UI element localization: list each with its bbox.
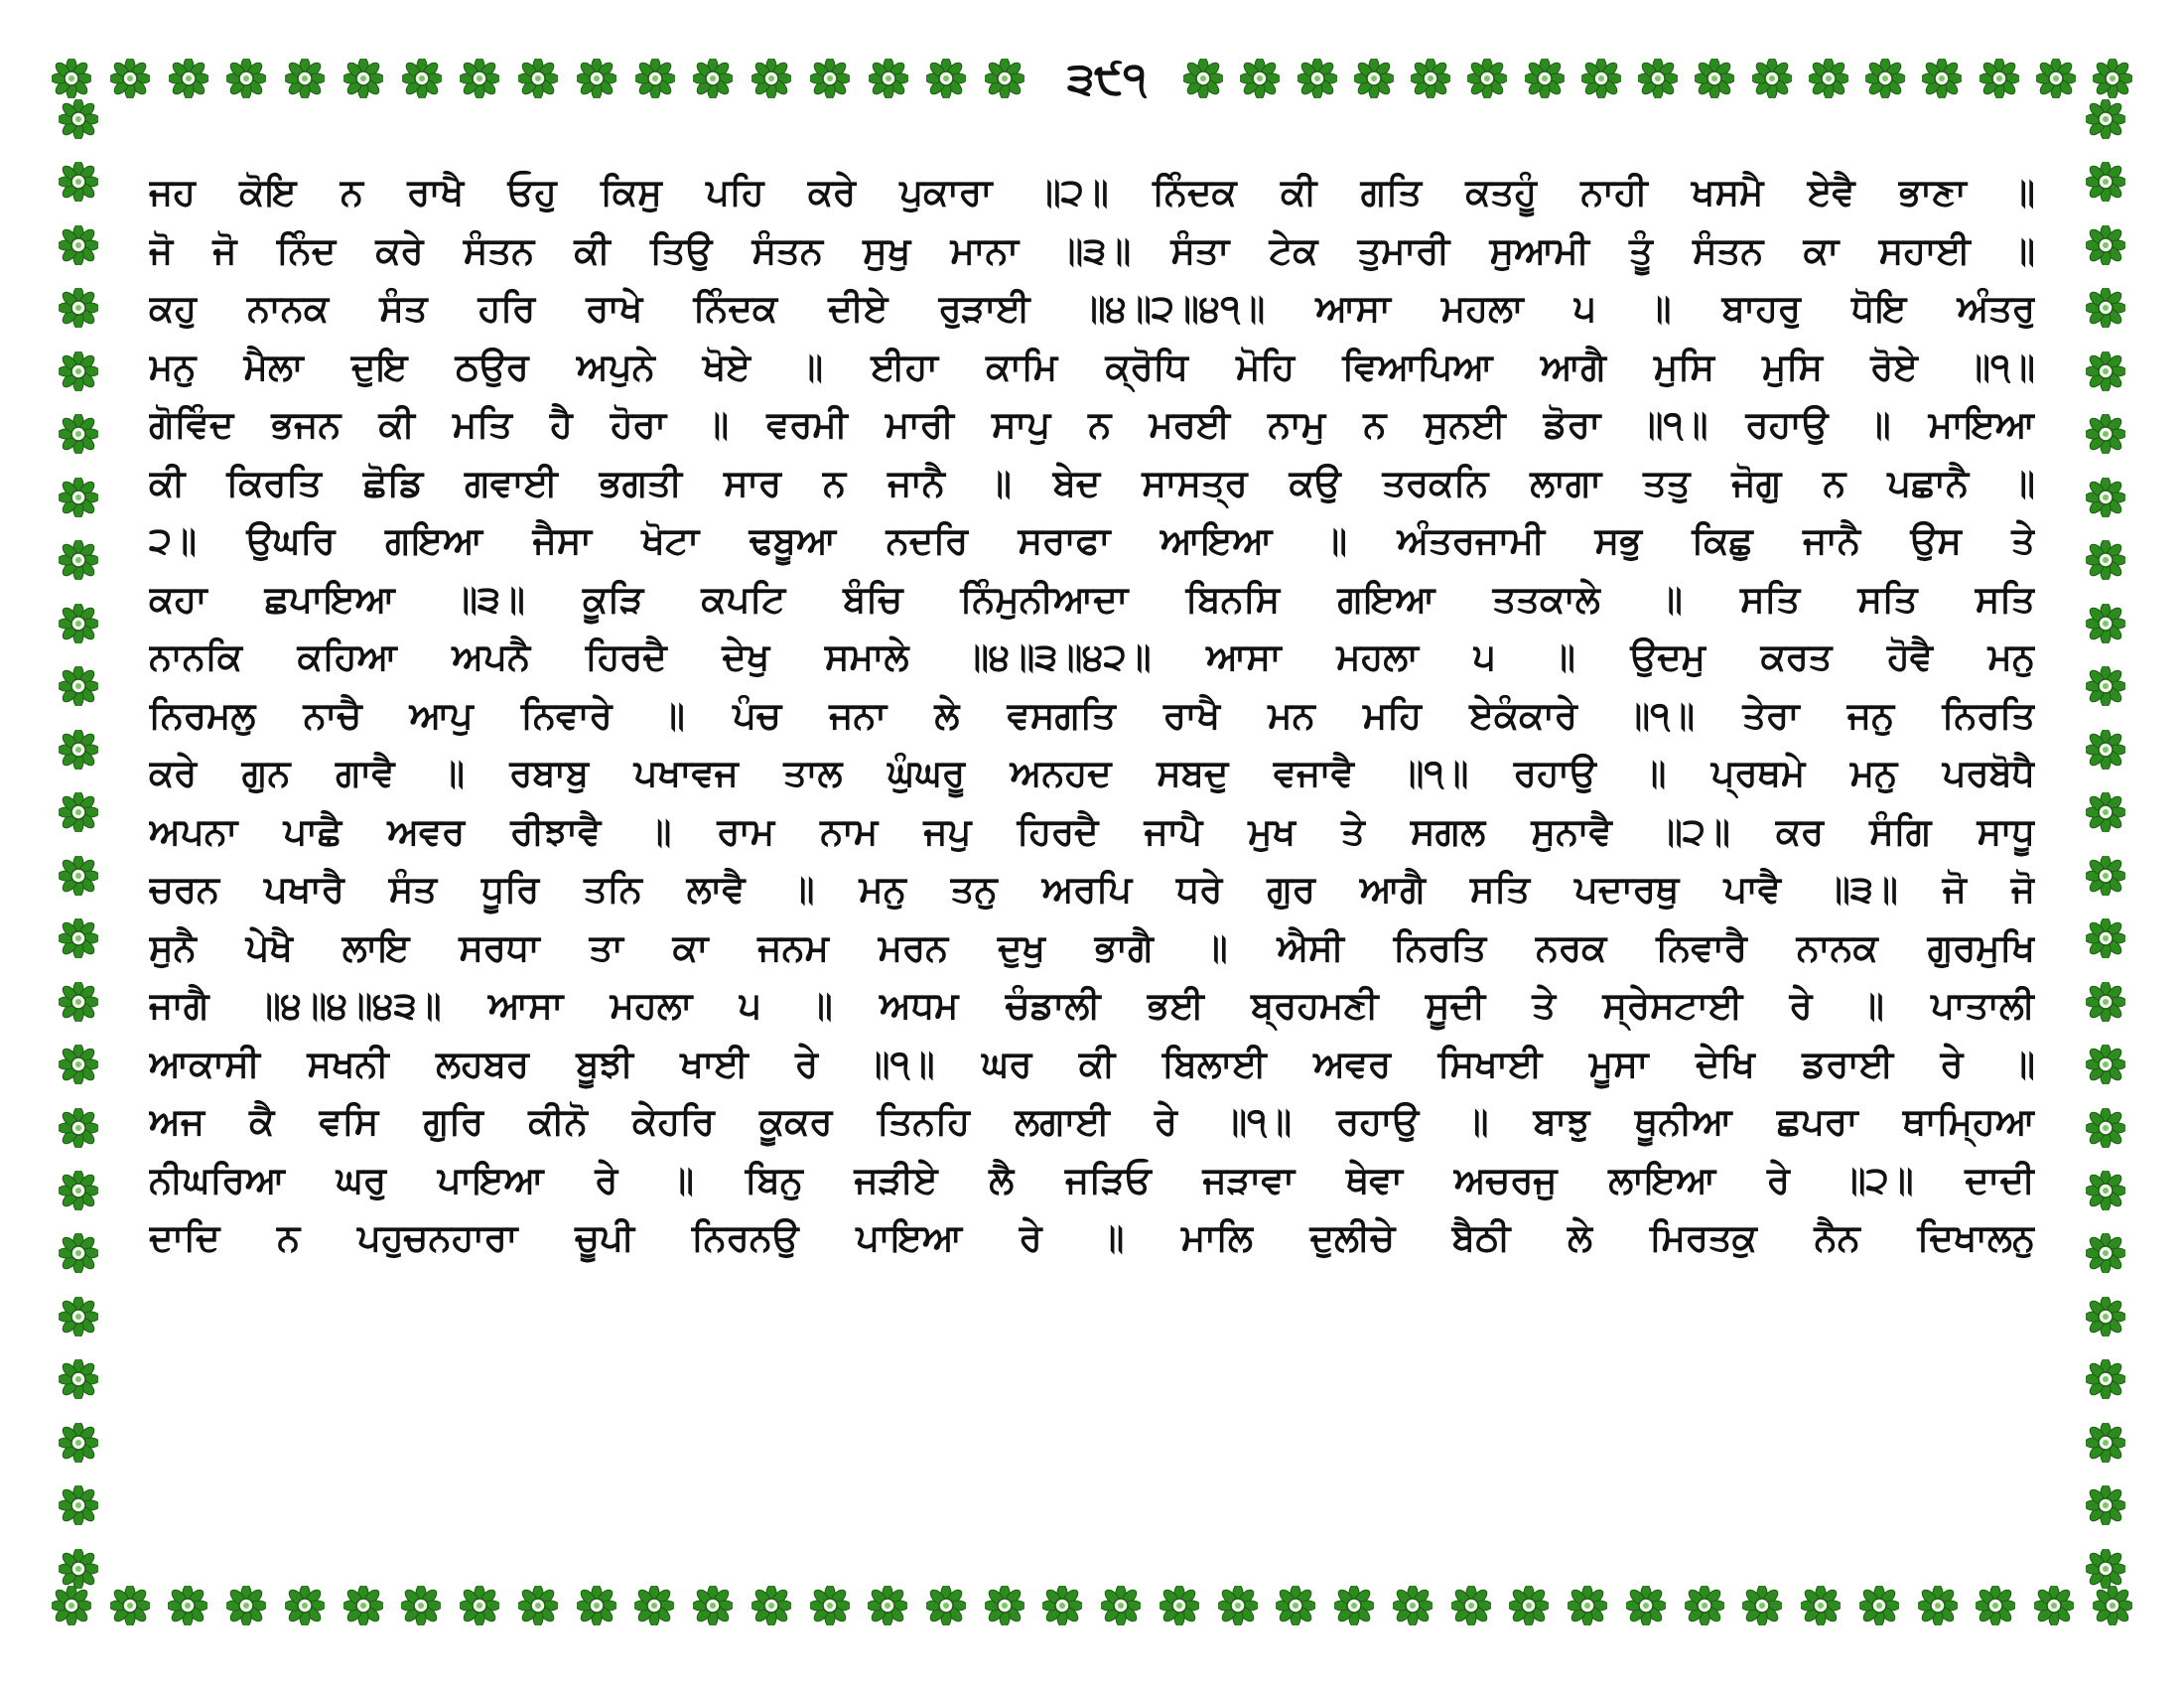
flower-ornament-icon — [2086, 918, 2125, 958]
flower-ornament-icon — [343, 1586, 383, 1625]
flower-ornament-icon — [1809, 59, 1848, 98]
flower-ornament-icon — [2086, 792, 2125, 832]
flower-ornament-icon — [1918, 1586, 1958, 1625]
flower-ornament-icon — [402, 59, 442, 98]
flower-ornament-icon — [985, 1586, 1024, 1625]
flower-ornament-icon — [1922, 59, 1962, 98]
flower-ornament-icon — [1042, 1586, 1082, 1625]
flower-ornament-icon — [1976, 1586, 2015, 1625]
scripture-text-block — [149, 164, 2035, 1554]
flower-ornament-icon — [1865, 59, 1905, 98]
flower-ornament-icon — [2086, 540, 2125, 580]
flower-ornament-icon — [518, 1586, 558, 1625]
flower-ornament-icon — [52, 59, 91, 98]
flower-ornament-icon — [2086, 1485, 2125, 1525]
page-number: ੩੯੧ — [1066, 54, 1148, 104]
flower-ornament-icon — [1451, 1586, 1491, 1625]
flower-ornament-icon — [869, 59, 908, 98]
flower-ornament-icon — [2086, 162, 2125, 202]
flower-ornament-icon — [2086, 666, 2125, 706]
text-line: ਕੀ ਕਿਰਤਿ ਛੋਡਿ ਗਵਾਈ ਭਗਤੀ ਸਾਰ ਨ ਜਾਨੈ ॥ ਬੇਦ ਸਾਸਤ੍ਰ ਕਉ ਤਰਕਨਿ ਲਾਗਾ ਤਤੁ ਜੋਗੁ ਨ ਪਛਾਨੈ ॥ — [149, 461, 2035, 504]
flower-ornament-icon — [2086, 352, 2125, 391]
flower-ornament-icon — [59, 918, 98, 958]
flower-ornament-icon — [59, 792, 98, 832]
flower-ornament-icon — [1101, 1586, 1141, 1625]
flower-ornament-icon — [2086, 478, 2125, 517]
flower-ornament-icon — [577, 1586, 616, 1625]
flower-ornament-icon — [2086, 99, 2125, 139]
text-line: ਨਿਰਮਲੁ ਨਾਚੈ ਆਪੁ ਨਿਵਾਰੇ ॥ ਪੰਚ ਜਨਾ ਲੇ ਵਸਗਤਿ ਰਾਖੈ ਮਨ ਮਹਿ ਏਕੰਕਾਰੇ ॥੧॥ ਤੇਰਾ ਜਨੁ ਨਿਰਤਿ — [149, 693, 2035, 737]
flower-ornament-icon — [2086, 1423, 2125, 1463]
flower-ornament-icon — [2086, 1359, 2125, 1399]
flower-ornament-icon — [110, 59, 150, 98]
text-line: ਜੋ ਜੋ ਨਿੰਦ ਕਰੇ ਸੰਤਨ ਕੀ ਤਿਉ ਸੰਤਨ ਸੁਖੁ ਮਾਨਾ ॥੩॥ ਸੰਤਾ ਟੇਕ ਤੁਮਾਰੀ ਸੁਆਮੀ ਤੂੰ ਸੰਤਨ ਕਾ ਸਹਾਈ ॥ — [149, 228, 2035, 272]
flower-ornament-icon — [1801, 1586, 1841, 1625]
flower-ornament-icon — [59, 1171, 98, 1210]
text-line: ਕਹਾ ਛਪਾਇਆ ॥੩॥ ਕੂੜਿ ਕਪਟਿ ਬੰਚਿ ਨਿੰਮੁਨੀਆਦਾ ਬਿਨਸਿ ਗਇਆ ਤਤਕਾਲੇ ॥ ਸਤਿ ਸਤਿ ਸਤਿ — [149, 577, 2035, 621]
flower-ornament-icon — [577, 59, 616, 98]
flower-ornament-icon — [1752, 59, 1792, 98]
flower-ornament-icon — [2086, 1171, 2125, 1210]
flower-ornament-icon — [169, 59, 208, 98]
text-line: ਮਨੁ ਮੈਲਾ ਦੁਇ ਠਉਰ ਅਪੁਨੇ ਖੋਏ ॥ ਈਹਾ ਕਾਮਿ ਕ੍ਰੋਧਿ ਮੋਹਿ ਵਿਆਪਿਆ ਆਗੈ ਮੁਸਿ ਮੁਸਿ ਰੋਏ ॥੧॥ — [149, 345, 2035, 388]
flower-ornament-icon — [1626, 1586, 1666, 1625]
text-line: ਦਾਦਿ ਨ ਪਹੁਚਨਹਾਰਾ ਚੂਪੀ ਨਿਰਨਉ ਪਾਇਆ ਰੇ ॥ ਮਾਲਿ ਦੁਲੀਚੇ ਬੈਠੀ ਲੇ ਮਿਰਤਕੁ ਨੈਨ ਦਿਖਾਲਨੁ — [149, 1216, 2035, 1259]
flower-ornament-icon — [1411, 59, 1450, 98]
flower-ornament-icon — [59, 99, 98, 139]
text-line: ਜਹ ਕੋਇ ਨ ਰਾਖੈ ਓਹੁ ਕਿਸੁ ਪਹਿ ਕਰੇ ਪੁਕਾਰਾ ॥੨॥ ਨਿੰਦਕ ਕੀ ਗਤਿ ਕਤਹੂੰ ਨਾਹੀ ਖਸਮੈ ਏਵੈ ਭਾਣਾ ॥ — [149, 171, 2035, 213]
flower-ornament-icon — [1979, 59, 2019, 98]
flower-ornament-icon — [1685, 1586, 1724, 1625]
flower-ornament-icon — [1581, 59, 1621, 98]
flower-ornament-icon — [810, 1586, 850, 1625]
flower-ornament-icon — [926, 59, 966, 98]
flower-ornament-icon — [59, 414, 98, 454]
flower-ornament-icon — [985, 59, 1024, 98]
flower-ornament-icon — [59, 1233, 98, 1273]
flower-ornament-icon — [693, 59, 733, 98]
left-border — [52, 99, 105, 1589]
flower-ornament-icon — [59, 604, 98, 643]
flower-ornament-icon — [1240, 59, 1280, 98]
flower-ornament-icon — [59, 1045, 98, 1084]
flower-ornament-icon — [59, 1108, 98, 1148]
flower-ornament-icon — [59, 225, 98, 265]
flower-ornament-icon — [1742, 1586, 1782, 1625]
flower-ornament-icon — [168, 1586, 207, 1625]
text-line: ਜਾਗੈ ॥੪॥੪॥੪੩॥ ਆਸਾ ਮਹਲਾ ੫ ॥ ਅਧਮ ਚੰਡਾਲੀ ਭਈ ਬ੍ਰਹਮਣੀ ਸੂਦੀ ਤੇ ਸ੍ਰੇਸਟਾਈ ਰੇ ॥ ਪਾਤਾਲੀ — [149, 984, 2035, 1027]
flower-ornament-icon — [2086, 1045, 2125, 1084]
flower-ornament-icon — [1859, 1586, 1899, 1625]
flower-ornament-icon — [1160, 1586, 1199, 1625]
flower-ornament-icon — [59, 162, 98, 202]
text-line: ਅਜ ਕੈ ਵਸਿ ਗੁਰਿ ਕੀਨੋ ਕੇਹਰਿ ਕੂਕਰ ਤਿਨਹਿ ਲਗਾਈ ਰੇ ॥੧॥ ਰਹਾਉ ॥ ਬਾਝੁ ਥੂਨੀਆ ਛਪਰਾ ਥਾਮ੍ਹਿਆ — [149, 1100, 2035, 1143]
flower-ornament-icon — [1638, 59, 1678, 98]
flower-ornament-icon — [59, 856, 98, 896]
flower-ornament-icon — [2086, 730, 2125, 770]
flower-ornament-icon — [1354, 59, 1394, 98]
flower-ornament-icon — [1568, 1586, 1607, 1625]
flower-ornament-icon — [2036, 59, 2076, 98]
flower-ornament-icon — [401, 1586, 441, 1625]
flower-ornament-icon — [59, 478, 98, 517]
flower-ornament-icon — [926, 1586, 966, 1625]
top-border-right — [1183, 52, 2132, 105]
text-line: ਚਰਨ ਪਖਾਰੈ ਸੰਤ ਧੂਰਿ ਤਨਿ ਲਾਵੈ ॥ ਮਨੁ ਤਨੁ ਅਰਪਿ ਧਰੇ ਗੁਰ ਆਗੈ ਸਤਿ ਪਦਾਰਥੁ ਪਾਵੈ ॥੩॥ ਜੋ ਜੋ — [149, 868, 2035, 911]
flower-ornament-icon — [635, 59, 675, 98]
text-line: ਕਹੁ ਨਾਨਕ ਸੰਤ ਹਰਿ ਰਾਖੇ ਨਿੰਦਕ ਦੀਏ ਰੁੜਾਈ ॥੪॥੨॥੪੧॥ ਆਸਾ ਮਹਲਾ ੫ ॥ ਬਾਹਰੁ ਧੋਇ ਅੰਤਰੁ — [149, 287, 2035, 330]
flower-ornament-icon — [59, 288, 98, 328]
flower-ornament-icon — [2086, 982, 2125, 1022]
flower-ornament-icon — [59, 730, 98, 770]
flower-ornament-icon — [226, 59, 266, 98]
flower-ornament-icon — [2086, 856, 2125, 896]
flower-ornament-icon — [59, 982, 98, 1022]
bottom-border — [52, 1579, 2132, 1632]
flower-ornament-icon — [1467, 59, 1507, 98]
flower-ornament-icon — [226, 1586, 266, 1625]
flower-ornament-icon — [2086, 225, 2125, 265]
flower-ornament-icon — [1183, 59, 1223, 98]
flower-ornament-icon — [59, 1359, 98, 1399]
flower-ornament-icon — [2093, 59, 2132, 98]
flower-ornament-icon — [2086, 1233, 2125, 1273]
flower-ornament-icon — [110, 1586, 150, 1625]
top-border-left — [52, 52, 1024, 105]
flower-ornament-icon — [59, 540, 98, 580]
flower-ornament-icon — [2086, 604, 2125, 643]
flower-ornament-icon — [285, 59, 325, 98]
flower-ornament-icon — [1276, 1586, 1315, 1625]
text-line: ਨੀਘਰਿਆ ਘਰੁ ਪਾਇਆ ਰੇ ॥ ਬਿਨੁ ਜੜੀਏ ਲੈ ਜੜਿਓ ਜੜਾਵਾ ਥੇਵਾ ਅਚਰਜੁ ਲਾਇਆ ਰੇ ॥੨॥ ਦਾਦੀ — [149, 1158, 2035, 1201]
flower-ornament-icon — [460, 59, 499, 98]
flower-ornament-icon — [751, 1586, 791, 1625]
text-line: ਕਰੇ ਗੁਨ ਗਾਵੈ ॥ ਰਬਾਬੁ ਪਖਾਵਜ ਤਾਲ ਘੁੰਘਰੂ ਅਨਹਦ ਸਬਦੁ ਵਜਾਵੈ ॥੧॥ ਰਹਾਉ ॥ ਪ੍ਰਥਮੇ ਮਨੁ ਪਰਬੋਧੈ — [149, 752, 2035, 794]
flower-ornament-icon — [285, 1586, 325, 1625]
flower-ornament-icon — [59, 666, 98, 706]
text-line: ਨਾਨਕਿ ਕਹਿਆ ਅਪਨੈ ਹਿਰਦੈ ਦੇਖੁ ਸਮਾਲੇ ॥੪॥੩॥੪੨॥ ਆਸਾ ਮਹਲਾ ੫ ॥ ਉਦਮੁ ਕਰਤ ਹੋਵੈ ਮਨੁ — [149, 635, 2035, 678]
flower-ornament-icon — [693, 1586, 733, 1625]
flower-ornament-icon — [460, 1586, 499, 1625]
right-border — [2079, 99, 2132, 1589]
flower-ornament-icon — [2093, 1586, 2132, 1625]
flower-ornament-icon — [518, 59, 558, 98]
flower-ornament-icon — [1695, 59, 1734, 98]
text-line: ਸੁਨੈ ਪੇਖੈ ਲਾਇ ਸਰਧਾ ਤਾ ਕਾ ਜਨਮ ਮਰਨ ਦੁਖੁ ਭਾਗੈ ॥ ਐਸੀ ਨਿਰਤਿ ਨਰਕ ਨਿਵਾਰੈ ਨਾਨਕ ਗੁਰਮੁਖਿ — [149, 925, 2035, 969]
flower-ornament-icon — [343, 59, 383, 98]
flower-ornament-icon — [2086, 1297, 2125, 1336]
flower-ornament-icon — [59, 1485, 98, 1525]
flower-ornament-icon — [59, 1423, 98, 1463]
flower-ornament-icon — [52, 1586, 91, 1625]
flower-ornament-icon — [751, 59, 791, 98]
text-line: ਅਪਨਾ ਪਾਛੈ ਅਵਰ ਰੀਝਾਵੈ ॥ ਰਾਮ ਨਾਮ ਜਪੁ ਹਿਰਦੈ ਜਾਪੈ ਮੁਖ ਤੇ ਸਗਲ ਸੁਨਾਵੈ ॥੨॥ ਕਰ ਸੰਗਿ ਸਾਧੂ — [149, 809, 2035, 853]
flower-ornament-icon — [1218, 1586, 1258, 1625]
text-line: ਗੋਵਿੰਦ ਭਜਨ ਕੀ ਮਤਿ ਹੈ ਹੋਰਾ ॥ ਵਰਮੀ ਮਾਰੀ ਸਾਪੁ ਨ ਮਰਈ ਨਾਮੁ ਨ ਸੁਨਈ ਡੋਰਾ ॥੧॥ ਰਹਾਉ ॥ ਮਾਇਆ — [149, 403, 2035, 446]
flower-ornament-icon — [1525, 59, 1565, 98]
flower-ornament-icon — [2034, 1586, 2074, 1625]
flower-ornament-icon — [1334, 1586, 1374, 1625]
flower-ornament-icon — [1297, 59, 1337, 98]
flower-ornament-icon — [634, 1586, 674, 1625]
text-line: ਆਕਾਸੀ ਸਖਨੀ ਲਹਬਰ ਬੂਝੀ ਖਾਈ ਰੇ ॥੧॥ ਘਰ ਕੀ ਬਿਲਾਈ ਅਵਰ ਸਿਖਾਈ ਮੂਸਾ ਦੇਖਿ ਡਰਾਈ ਰੇ ॥ — [149, 1042, 2035, 1085]
flower-ornament-icon — [1393, 1586, 1433, 1625]
flower-ornament-icon — [2086, 288, 2125, 328]
flower-ornament-icon — [59, 352, 98, 391]
flower-ornament-icon — [2086, 1108, 2125, 1148]
text-line: ੨॥ ਉਘਰਿ ਗਇਆ ਜੈਸਾ ਖੋਟਾ ਢਬੂਆ ਨਦਰਿ ਸਰਾਫਾ ਆਇਆ ॥ ਅੰਤਰਜਾਮੀ ਸਭੁ ਕਿਛੁ ਜਾਨੈ ਉਸ ਤੇ — [149, 519, 2035, 562]
flower-ornament-icon — [59, 1297, 98, 1336]
flower-ornament-icon — [868, 1586, 907, 1625]
flower-ornament-icon — [2086, 414, 2125, 454]
flower-ornament-icon — [1509, 1586, 1549, 1625]
flower-ornament-icon — [810, 59, 850, 98]
